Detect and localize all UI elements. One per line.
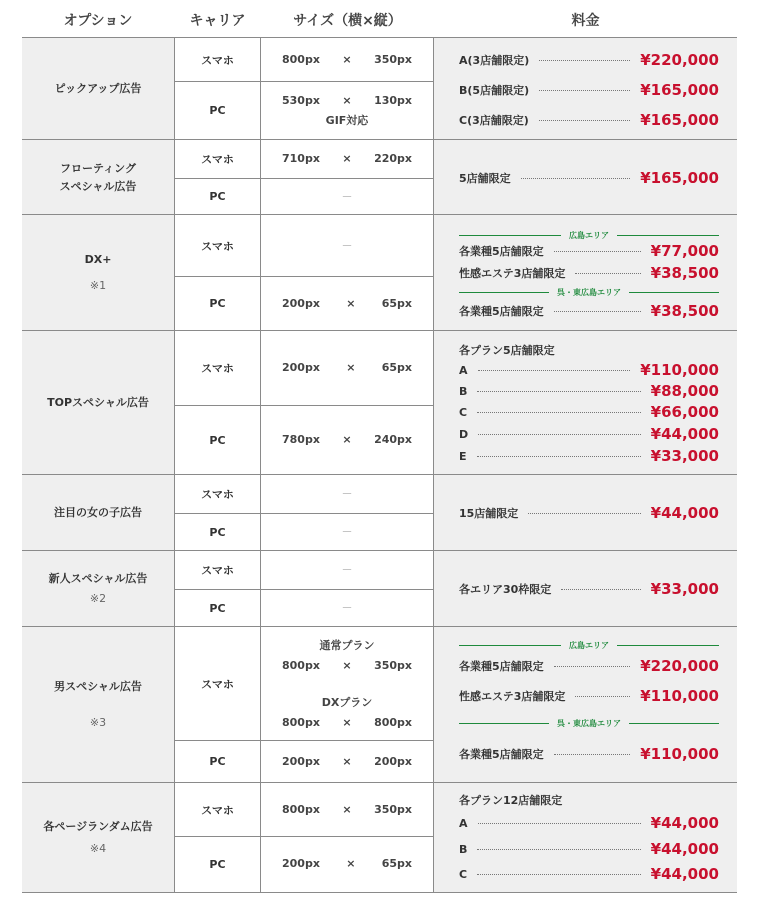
size-pc xyxy=(261,405,434,475)
option-name xyxy=(22,551,174,627)
carrier-sp: スマホ xyxy=(174,215,261,276)
size-none: － xyxy=(341,525,353,538)
price-label: A xyxy=(459,363,468,377)
size-x: × xyxy=(346,296,356,310)
price-amount: ¥220,000 xyxy=(640,51,719,69)
size-pc xyxy=(261,589,434,627)
price-label: B xyxy=(459,842,468,856)
size-none: － xyxy=(341,487,353,500)
price-label: 5店舗限定 xyxy=(459,172,511,185)
size-x: × xyxy=(342,715,352,729)
size-sp xyxy=(261,475,434,513)
carrier-pc: PC xyxy=(174,178,261,215)
row-floating xyxy=(22,139,737,215)
row-random-page xyxy=(22,782,737,893)
price-amount: ¥38,500 xyxy=(650,264,719,282)
carrier-pc: PC xyxy=(174,513,261,551)
size-w: 800px xyxy=(282,659,320,672)
price-amount: ¥88,000 xyxy=(650,382,719,400)
carrier-sp: スマホ xyxy=(174,627,261,740)
price-line xyxy=(459,686,719,706)
size-none: － xyxy=(341,563,353,576)
price-label: 各業種5店舗限定 xyxy=(459,748,544,761)
size-dim xyxy=(282,656,412,676)
area-divider xyxy=(459,287,719,297)
price-label: C xyxy=(459,405,468,419)
price-line xyxy=(459,168,719,188)
price-label: C(3店舗限定) xyxy=(459,114,529,127)
area-label: 呉・東広島エリア xyxy=(557,718,621,728)
size-x: × xyxy=(342,93,352,107)
row-featured-girl xyxy=(22,474,737,551)
size-h: 350px xyxy=(374,802,412,816)
size-w: 200px xyxy=(282,296,320,310)
price-amount: ¥165,000 xyxy=(640,111,719,129)
price-line xyxy=(459,744,719,764)
price-line xyxy=(459,301,719,321)
size-dim xyxy=(282,50,412,70)
size-w: 530px xyxy=(282,93,320,107)
option-label: DX+ xyxy=(84,253,112,266)
size-dim xyxy=(282,91,412,111)
price-line xyxy=(459,381,719,401)
size-h: 240px xyxy=(374,433,412,446)
carrier-sp: スマホ xyxy=(174,331,261,405)
size-w: 800px xyxy=(282,802,320,816)
size-sp xyxy=(261,140,434,178)
carrier-sp: スマホ xyxy=(174,38,261,81)
size-sp-dx xyxy=(261,685,434,740)
size-pc xyxy=(261,178,434,215)
plan-name: 通常プラン xyxy=(319,639,375,652)
carrier-pc: PC xyxy=(174,836,261,892)
price-block xyxy=(434,38,737,140)
size-dim xyxy=(282,854,412,874)
price-amount: ¥110,000 xyxy=(640,361,719,379)
option-label: 各ページランダム広告 xyxy=(43,819,153,833)
size-dim xyxy=(282,430,412,450)
area-label: 広島エリア xyxy=(569,640,609,650)
price-line xyxy=(459,579,719,599)
plan-label: 各プラン5店舗限定 xyxy=(459,344,555,357)
size-sp xyxy=(261,783,434,836)
size-w: 200px xyxy=(282,857,320,870)
size-sp xyxy=(261,215,434,276)
option-label: 注目の女の子広告 xyxy=(54,506,142,519)
size-pc xyxy=(261,836,434,892)
size-pc xyxy=(261,276,434,331)
header-price: 料金 xyxy=(571,13,600,29)
size-none: － xyxy=(341,238,353,252)
size-x: × xyxy=(342,754,352,768)
size-w: 710px xyxy=(282,152,320,165)
header-size: サイズ（横×縦） xyxy=(293,13,402,29)
price-label: E xyxy=(459,449,467,463)
size-x: × xyxy=(342,52,352,66)
size-h: 65px xyxy=(381,361,412,374)
price-label: 性感エステ3店舗限定 xyxy=(459,267,566,280)
price-amount: ¥38,500 xyxy=(650,302,719,320)
size-h: 350px xyxy=(374,659,412,672)
size-h: 220px xyxy=(374,152,412,165)
size-x: × xyxy=(342,659,352,672)
area-divider xyxy=(459,640,719,650)
carrier-sp: スマホ xyxy=(174,551,261,589)
size-sp xyxy=(261,551,434,589)
option-label: 男スペシャル広告 xyxy=(54,680,142,693)
option-name xyxy=(22,783,174,892)
size-w: 200px xyxy=(282,361,320,374)
price-line xyxy=(459,263,719,283)
price-amount: ¥33,000 xyxy=(650,447,719,465)
size-none: － xyxy=(341,189,353,203)
size-pc xyxy=(261,81,434,140)
size-h: 800px xyxy=(374,715,412,729)
row-pickup xyxy=(22,37,737,140)
size-w: 800px xyxy=(282,715,320,729)
price-amount: ¥110,000 xyxy=(640,745,719,763)
carrier-sp: スマホ xyxy=(174,140,261,178)
plan-name: DXプラン xyxy=(321,695,373,709)
size-h: 200px xyxy=(374,754,412,768)
price-line xyxy=(459,360,719,380)
price-amount: ¥44,000 xyxy=(650,504,719,522)
price-label: A xyxy=(459,816,468,830)
price-amount: ¥220,000 xyxy=(640,657,719,675)
size-sp-normal xyxy=(261,627,434,685)
price-line xyxy=(459,656,719,676)
carrier-sp: スマホ xyxy=(174,475,261,513)
size-dim xyxy=(282,358,412,378)
carrier-pc: PC xyxy=(174,405,261,475)
size-dim xyxy=(282,800,412,820)
price-amount: ¥44,000 xyxy=(650,840,719,858)
price-label: D xyxy=(459,427,469,441)
option-name xyxy=(22,215,174,331)
price-line xyxy=(459,402,719,422)
option-label: スペシャル広告 xyxy=(59,179,137,193)
carrier-pc: PC xyxy=(174,589,261,627)
price-amount: ¥44,000 xyxy=(650,865,719,883)
price-block xyxy=(434,331,737,475)
price-block xyxy=(434,475,737,551)
size-x: × xyxy=(346,361,356,374)
price-line xyxy=(459,864,719,884)
size-sp xyxy=(261,331,434,405)
price-line xyxy=(459,839,719,859)
size-x: × xyxy=(342,802,352,816)
price-label: 15店舗限定 xyxy=(459,507,519,520)
size-pc xyxy=(261,513,434,551)
carrier-pc: PC xyxy=(174,81,261,140)
option-label: 新人スペシャル広告 xyxy=(48,572,148,585)
area-divider xyxy=(459,718,719,728)
option-note: ※3 xyxy=(89,716,107,729)
price-amount: ¥165,000 xyxy=(640,169,719,187)
carrier-pc: PC xyxy=(174,740,261,783)
price-block xyxy=(434,627,737,783)
size-w: 800px xyxy=(282,52,320,66)
row-newcomer-special xyxy=(22,550,737,627)
price-amount: ¥66,000 xyxy=(650,403,719,421)
size-pc xyxy=(261,740,434,783)
size-none: － xyxy=(341,601,353,614)
carrier-sp: スマホ xyxy=(174,783,261,836)
size-w: 780px xyxy=(282,433,320,446)
price-amount: ¥110,000 xyxy=(640,687,719,705)
size-h: 65px xyxy=(381,857,412,870)
price-block xyxy=(434,783,737,892)
option-label: ピックアップ広告 xyxy=(54,82,142,95)
size-x: × xyxy=(342,433,352,446)
size-dim xyxy=(282,752,412,772)
option-note: ※1 xyxy=(89,279,107,292)
area-label: 呉・東広島エリア xyxy=(557,287,621,297)
size-h: 65px xyxy=(381,296,412,310)
price-block xyxy=(434,215,737,331)
price-line xyxy=(459,503,719,523)
price-block xyxy=(434,140,737,215)
area-label: 広島エリア xyxy=(569,230,609,240)
option-label: フローティング xyxy=(60,161,136,175)
area-divider xyxy=(459,230,719,240)
size-dim xyxy=(282,294,412,314)
price-label: 各業種5店舗限定 xyxy=(459,245,544,258)
option-name xyxy=(22,331,174,475)
size-x: × xyxy=(346,857,356,870)
price-line xyxy=(459,80,719,100)
option-name xyxy=(22,140,174,215)
size-h: 350px xyxy=(374,52,412,66)
price-line xyxy=(459,424,719,444)
size-x: × xyxy=(342,152,352,165)
option-name xyxy=(22,627,174,783)
price-line xyxy=(459,241,719,261)
price-line xyxy=(459,813,719,833)
option-note: ※4 xyxy=(89,841,107,855)
price-amount: ¥44,000 xyxy=(650,425,719,443)
header-carrier: キャリア xyxy=(189,13,246,29)
size-w: 200px xyxy=(282,754,320,768)
price-label: 性感エステ3店舗限定 xyxy=(459,690,566,703)
size-h: 130px xyxy=(374,93,412,107)
plan-label: 各プラン12店舗限定 xyxy=(459,794,563,807)
price-label: 各業種5店舗限定 xyxy=(459,305,544,318)
price-amount: ¥77,000 xyxy=(650,242,719,260)
price-label: C xyxy=(459,867,468,881)
price-label: A(3店舗限定) xyxy=(459,54,530,67)
size-dim xyxy=(282,713,412,733)
size-sp xyxy=(261,38,434,81)
price-line xyxy=(459,446,719,466)
option-name xyxy=(22,38,174,140)
size-dim xyxy=(282,149,412,169)
size-note: GIF対応 xyxy=(325,113,369,127)
option-name xyxy=(22,475,174,551)
price-label: B(5店舗限定) xyxy=(459,84,530,97)
price-line xyxy=(459,50,719,70)
row-dx-plus xyxy=(22,214,737,331)
header-option: オプション xyxy=(63,13,133,29)
price-line xyxy=(459,110,719,130)
price-amount: ¥33,000 xyxy=(650,580,719,598)
option-label: TOPスペシャル広告 xyxy=(47,396,149,409)
price-label: 各エリア30枠限定 xyxy=(459,583,552,596)
carrier-pc: PC xyxy=(174,276,261,331)
price-amount: ¥44,000 xyxy=(650,814,719,832)
price-label: 各業種5店舗限定 xyxy=(459,660,544,673)
row-male-special xyxy=(22,626,737,783)
option-note: ※2 xyxy=(89,592,107,605)
price-amount: ¥165,000 xyxy=(640,81,719,99)
price-label: B xyxy=(459,384,468,398)
row-top-special xyxy=(22,330,737,475)
price-block xyxy=(434,551,737,627)
